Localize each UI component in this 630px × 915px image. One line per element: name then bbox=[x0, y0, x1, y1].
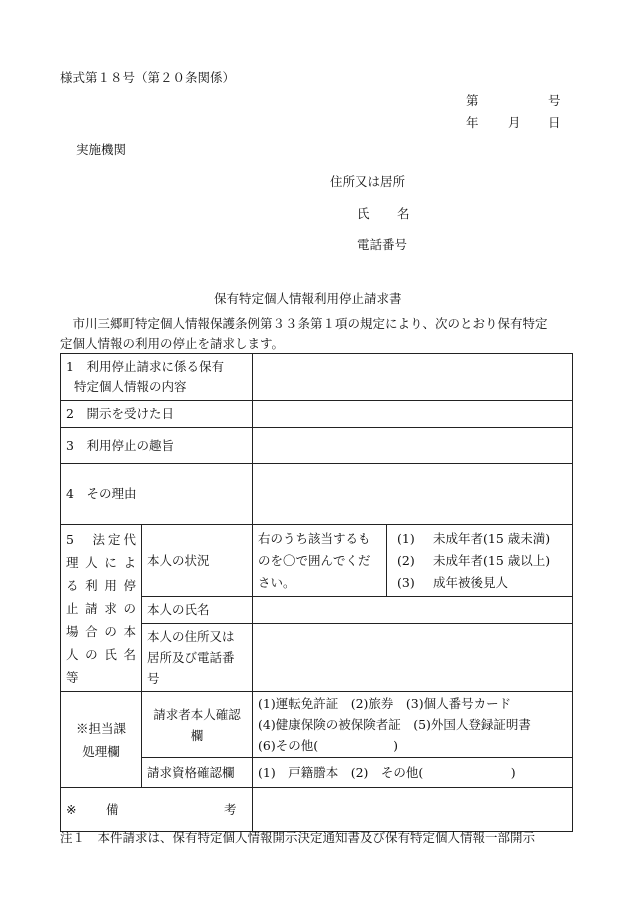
id-documents-line: (4)健康保険の被保険者証 (5)外国人登録証明書 bbox=[258, 717, 531, 732]
row-info-content bbox=[61, 354, 573, 401]
doc-number-prefix: 第 bbox=[466, 93, 479, 108]
addressee: 実施機関 bbox=[76, 142, 127, 157]
requester-name-label-2: 名 bbox=[397, 206, 410, 221]
qualification-options[interactable]: (1) 戸籍謄本 (2) その他( ) bbox=[253, 758, 573, 788]
date-day-label: 日 bbox=[548, 115, 561, 130]
principal-status-options bbox=[387, 525, 573, 597]
principal-address-label: 本人の住所又は 居所及び電話番 号 bbox=[142, 623, 253, 691]
suspension-purpose-label: 3 利用停止の趣旨 bbox=[61, 428, 253, 464]
row-reason bbox=[61, 464, 573, 525]
note-line-1: 注１ 本件請求は、保有特定個人情報開示決定通知書及び保有特定個人情報一部開示 bbox=[60, 830, 536, 845]
office-use-label: ※担当課 処理欄 bbox=[61, 692, 142, 788]
circle-instruction: 右のうち該当するも のを〇で囲んでくだ さい。 bbox=[253, 525, 387, 597]
intro-line-2: 定個人情報の利用の停止を請求します。 bbox=[60, 336, 285, 351]
date-year-label: 年 bbox=[466, 115, 479, 130]
disclosure-date-field[interactable] bbox=[253, 401, 573, 428]
date-month-label: 月 bbox=[508, 115, 521, 130]
principal-address-field[interactable] bbox=[253, 623, 573, 691]
intro-line-1: 市川三郷町特定個人情報保護条例第３３条第１項の規定により、次のとおり保有特定 bbox=[60, 316, 548, 331]
reason-label: 4 その理由 bbox=[61, 464, 253, 525]
principal-name-label: 本人の氏名 bbox=[142, 597, 253, 624]
request-form-table bbox=[60, 353, 573, 832]
row-id-check bbox=[61, 692, 573, 758]
remarks-field[interactable] bbox=[253, 788, 573, 832]
principal-status-label: 本人の状況 bbox=[142, 525, 253, 597]
id-documents-line: (6)その他( ) bbox=[258, 738, 398, 753]
requester-address-label: 住所又は居所 bbox=[330, 174, 406, 189]
form-number: 様式第１８号（第２０条関係） bbox=[60, 70, 236, 85]
doc-number-suffix: 号 bbox=[548, 93, 561, 108]
status-option[interactable]: (2) 未成年者(15 歳以上) bbox=[397, 552, 551, 568]
row-principal-status bbox=[61, 525, 573, 597]
row-remarks bbox=[61, 788, 573, 832]
row-disclosure-date bbox=[61, 401, 573, 428]
principal-name-field[interactable] bbox=[253, 597, 573, 624]
qualification-check-label: 請求資格確認欄 bbox=[142, 758, 253, 788]
document-title: 保有特定個人情報利用停止請求書 bbox=[214, 291, 402, 306]
id-documents[interactable] bbox=[253, 692, 573, 758]
status-option[interactable]: (1) 未成年者(15 歳未満) bbox=[397, 530, 551, 546]
disclosure-date-label: 2 開示を受けた日 bbox=[61, 401, 253, 428]
info-content-label: 1 利用停止請求に係る保有 特定個人情報の内容 bbox=[61, 354, 253, 401]
id-check-label: 請求者本人確認 欄 bbox=[142, 692, 253, 758]
id-documents-line: (1)運転免許証 (2)旅券 (3)個人番号カード bbox=[258, 696, 512, 711]
status-option[interactable]: (3) 成年被後見人 bbox=[397, 574, 509, 590]
row-suspension-purpose bbox=[61, 428, 573, 464]
remarks-mark: ※ bbox=[66, 801, 77, 817]
requester-phone-label: 電話番号 bbox=[357, 237, 408, 252]
suspension-purpose-field[interactable] bbox=[253, 428, 573, 464]
remarks-label: ※ 備 考 bbox=[61, 788, 253, 832]
reason-field[interactable] bbox=[253, 464, 573, 525]
representative-label: 5 法定代 理人によ る利用停 止請求の 場合の本 人の氏名 等 bbox=[61, 525, 142, 692]
info-content-field[interactable] bbox=[253, 354, 573, 401]
requester-name-label-1: 氏 bbox=[357, 206, 370, 221]
